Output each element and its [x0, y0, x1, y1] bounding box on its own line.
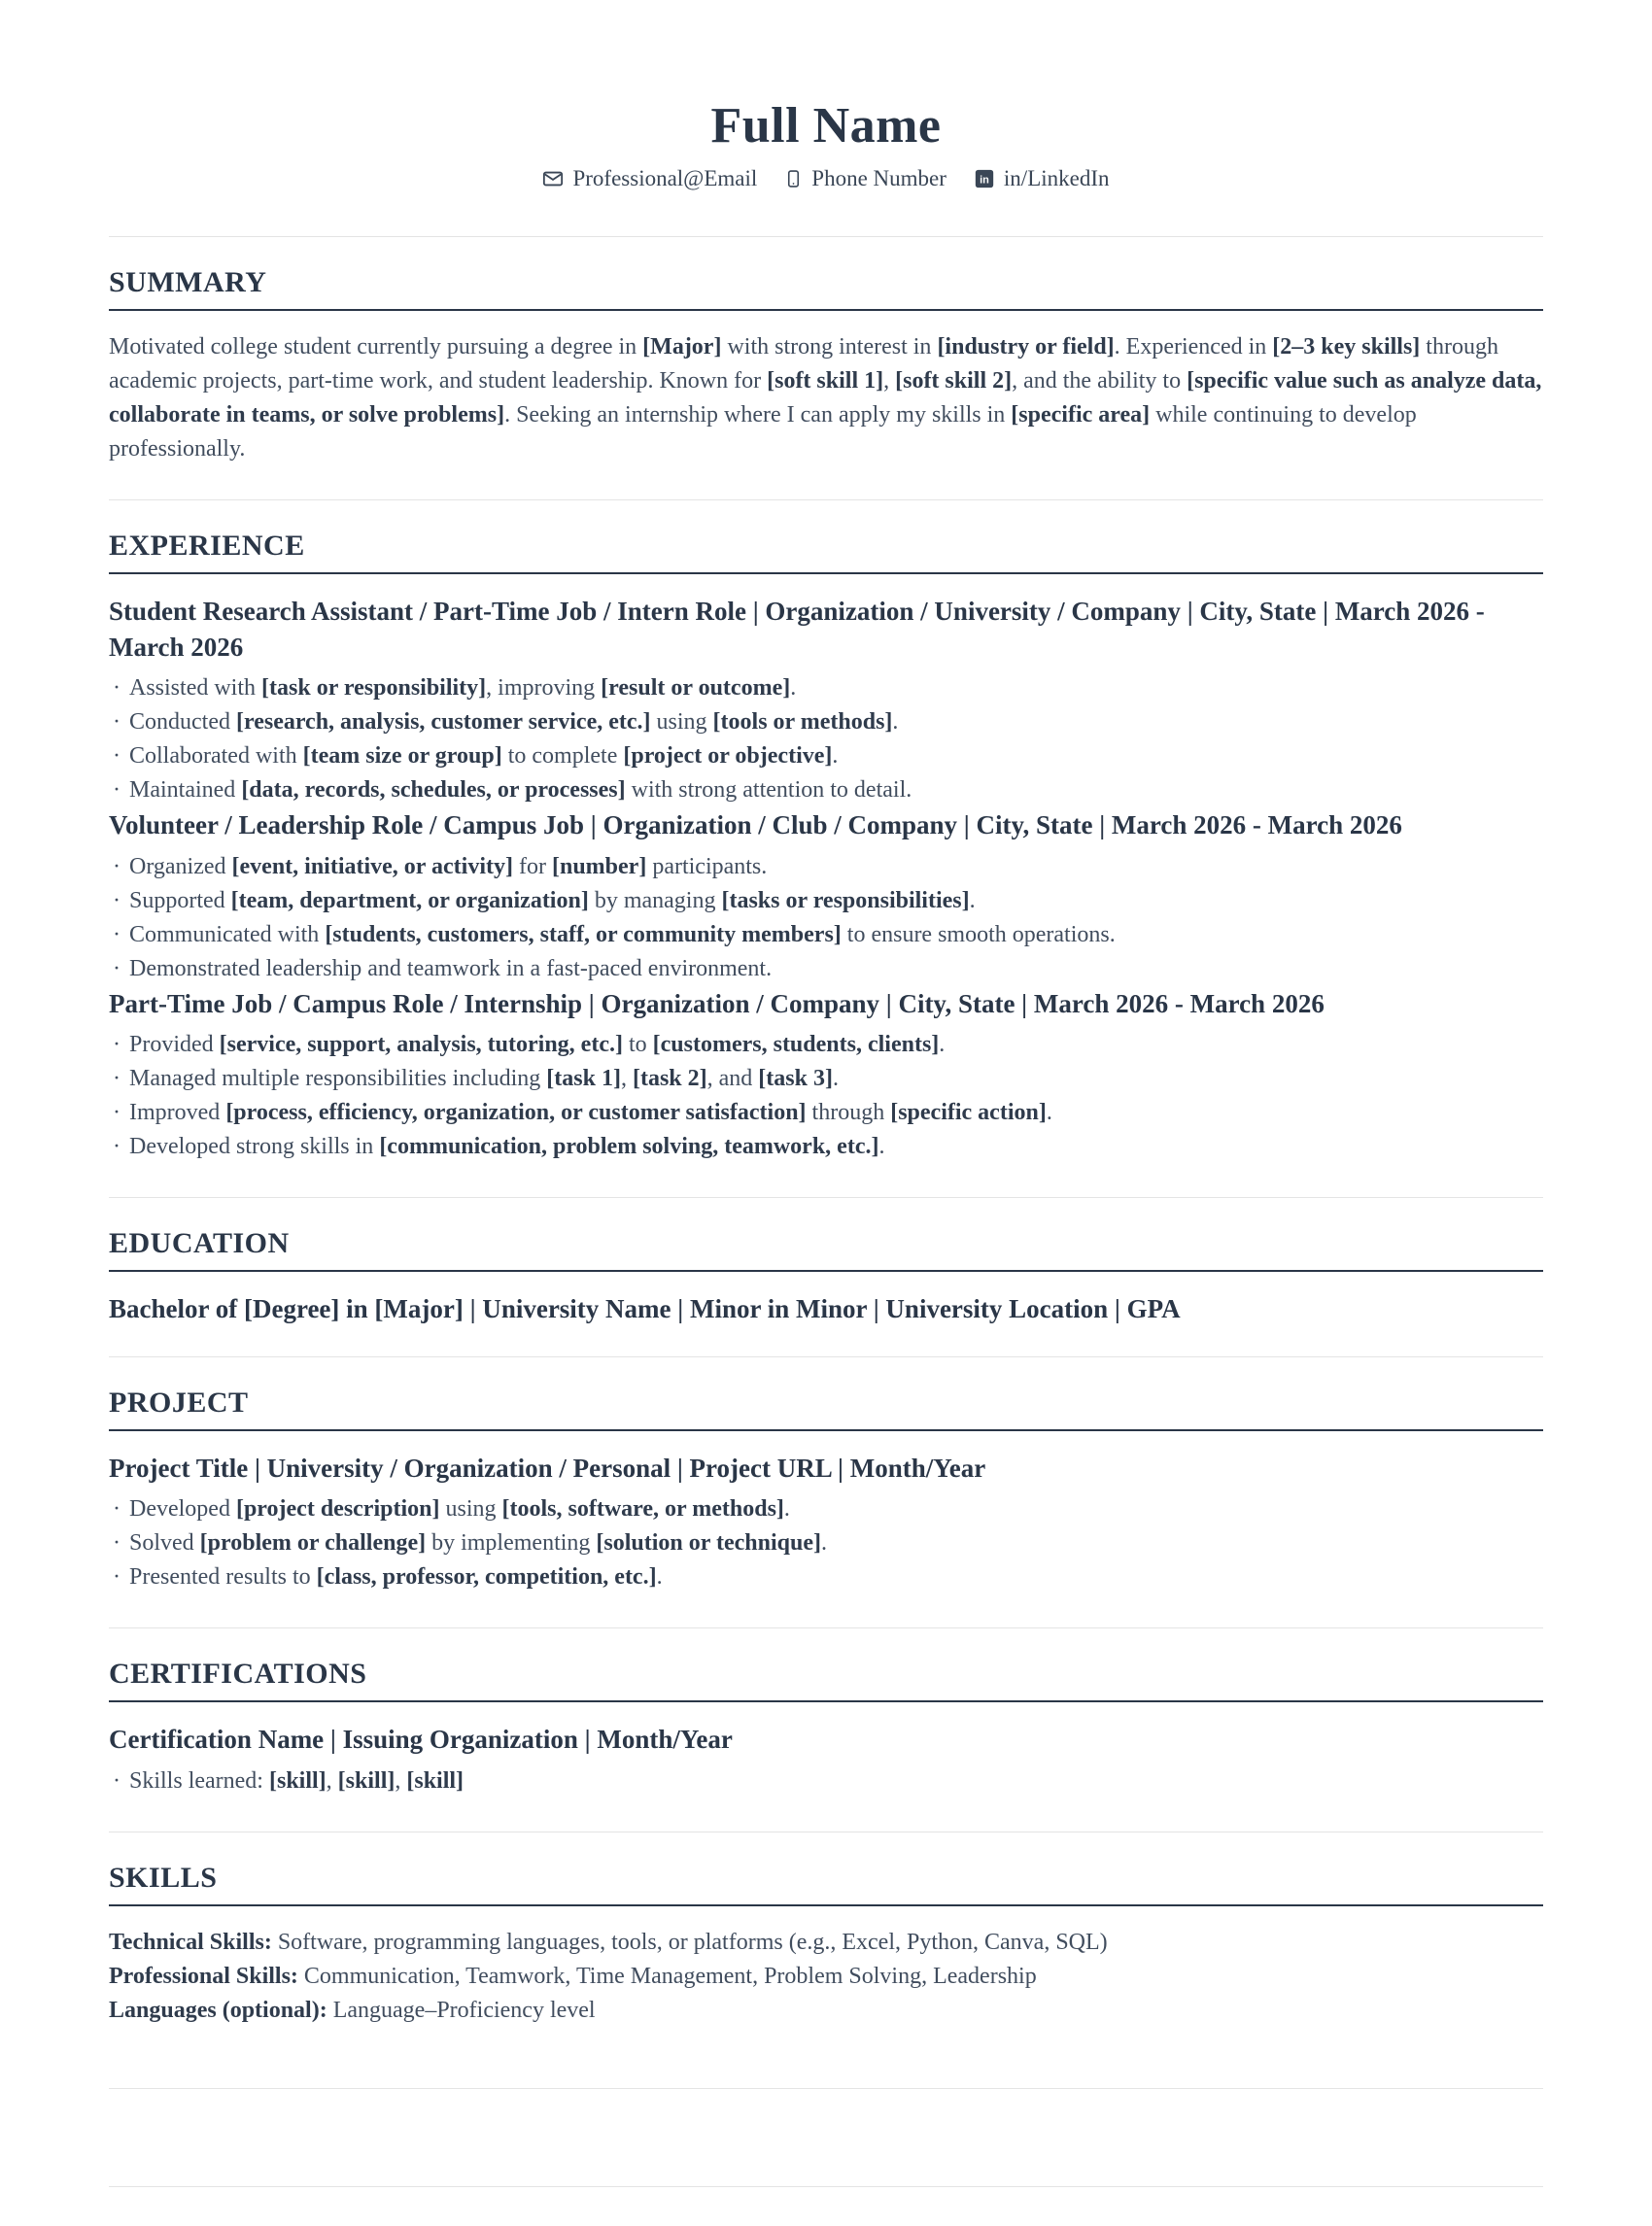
skills-professional-line: Professional Skills: Communication, Teamwork, Time Management, Problem Solving, Leadership: [109, 1963, 1037, 1989]
bullet: · Maintained [data, records, schedules, or processes] with strong attention to detail.: [109, 773, 1543, 807]
job-bullets: [109, 850, 1543, 986]
linkedin-text: in/LinkedIn: [1003, 166, 1110, 190]
bullet: · Supported [team, department, or organization] by managing [tasks or responsibilities].: [109, 884, 1543, 918]
education-degree-line: Bachelor of [Degree] in [Major] | University Name | Minor in Minor | University Location | GPA: [109, 1294, 1181, 1324]
job-bullets: [109, 1028, 1543, 1164]
contact-line: [109, 166, 1543, 191]
section-certifications: [109, 1628, 1543, 1798]
bullet: · Improved [process, efficiency, organization, or customer satisfaction] through [specific action].: [109, 1096, 1543, 1130]
bullet: · Assisted with [task or responsibility], improving [result or outcome].: [109, 671, 1543, 705]
experience-entry: [109, 594, 1543, 807]
job-bullets: [109, 671, 1543, 807]
skills-heading: SKILLS: [109, 1862, 1543, 1906]
skills-languages-line: Languages (optional): Language–Proficiency level: [109, 1997, 596, 2023]
certifications-heading: CERTIFICATIONS: [109, 1658, 1543, 1702]
bullet: · Organized [event, initiative, or activity] for [number] participants.: [109, 850, 1543, 884]
email-icon: [542, 168, 564, 189]
project-title-line: Project Title | University / Organization / Personal | Project URL | Month/Year: [109, 1453, 986, 1483]
phone-icon: [784, 168, 803, 189]
resume-header: [109, 97, 1543, 191]
certification-title-line: Certification Name | Issuing Organization | Month/Year: [109, 1725, 733, 1755]
bullet: · Managed multiple responsibilities including [task 1], [task 2], and [task 3].: [109, 1062, 1543, 1096]
section-summary: [109, 237, 1543, 466]
certification-bullets: [109, 1764, 1543, 1798]
bullet: · Provided [service, support, analysis, tutoring, etc.] to [customers, students, clients].: [109, 1028, 1543, 1062]
bullet: · Skills learned: [skill], [skill], [skill]: [109, 1764, 1543, 1798]
section-experience: [109, 500, 1543, 1164]
skills-technical-line: Technical Skills: Software, programming languages, tools, or platforms (e.g., Excel, Python, Canva, SQL): [109, 1929, 1108, 1955]
contact-phone: [784, 166, 946, 191]
bullet: · Collaborated with [team size or group] to complete [project or objective].: [109, 739, 1543, 773]
summary-heading: SUMMARY: [109, 266, 1543, 311]
summary-paragraph: Motivated college student currently pursuing a degree in [Major] with strong interest in [industry or field]. Experienced in [2–3 key skills] through academic projects, part-time work, and student leadership. Known for [soft skill 1], [soft skill 2], and the ability to [specific value such as analyze data, collaborate in teams, or solve problems]. Seeking an internship where I can apply my skills in [specific area] while continuing to develop professionally.: [109, 334, 1542, 462]
experience-heading: EXPERIENCE: [109, 530, 1543, 574]
full-name: Full Name: [710, 98, 942, 154]
email-text: Professional@Email: [572, 166, 758, 190]
bullet: · Developed [project description] using [tools, software, or methods].: [109, 1492, 1543, 1526]
job-heading: Volunteer / Leadership Role / Campus Job | Organization / Club / Company | City, State | March 2026 - March 2026: [109, 810, 1402, 840]
experience-entry: [109, 986, 1543, 1165]
job-heading: Student Research Assistant / Part-Time Job / Intern Role | Organization / University / Company | City, State | March 2026 - March 2026: [109, 597, 1485, 662]
job-heading: Part-Time Job / Campus Role / Internship | Organization / Company | City, State | March 2026 - March 2026: [109, 988, 1325, 1018]
section-education: [109, 1198, 1543, 1326]
bullet: · Demonstrated leadership and teamwork in a fast-paced environment.: [109, 952, 1543, 986]
project-heading: PROJECT: [109, 1387, 1543, 1431]
contact-email: [542, 166, 757, 191]
bullet: · Presented results to [class, professor, competition, etc.].: [109, 1560, 1543, 1594]
bullet: · Developed strong skills in [communication, problem solving, teamwork, etc.].: [109, 1130, 1543, 1164]
phone-text: Phone Number: [811, 166, 946, 190]
linkedin-icon: [974, 168, 995, 189]
section-project: [109, 1357, 1543, 1595]
contact-linkedin: [974, 166, 1110, 191]
section-skills: [109, 1832, 1543, 2028]
section-divider: [109, 2088, 1543, 2089]
bullet: · Conducted [research, analysis, customer service, etc.] using [tools or methods].: [109, 705, 1543, 739]
education-heading: EDUCATION: [109, 1227, 1543, 1272]
svg-text:in: in: [980, 174, 989, 187]
project-bullets: [109, 1492, 1543, 1594]
bullet: · Solved [problem or challenge] by implementing [solution or technique].: [109, 1526, 1543, 1560]
experience-entry: [109, 807, 1543, 986]
bullet: · Communicated with [students, customers, staff, or community members] to ensure smooth operations.: [109, 918, 1543, 952]
section-divider: [109, 2186, 1543, 2187]
